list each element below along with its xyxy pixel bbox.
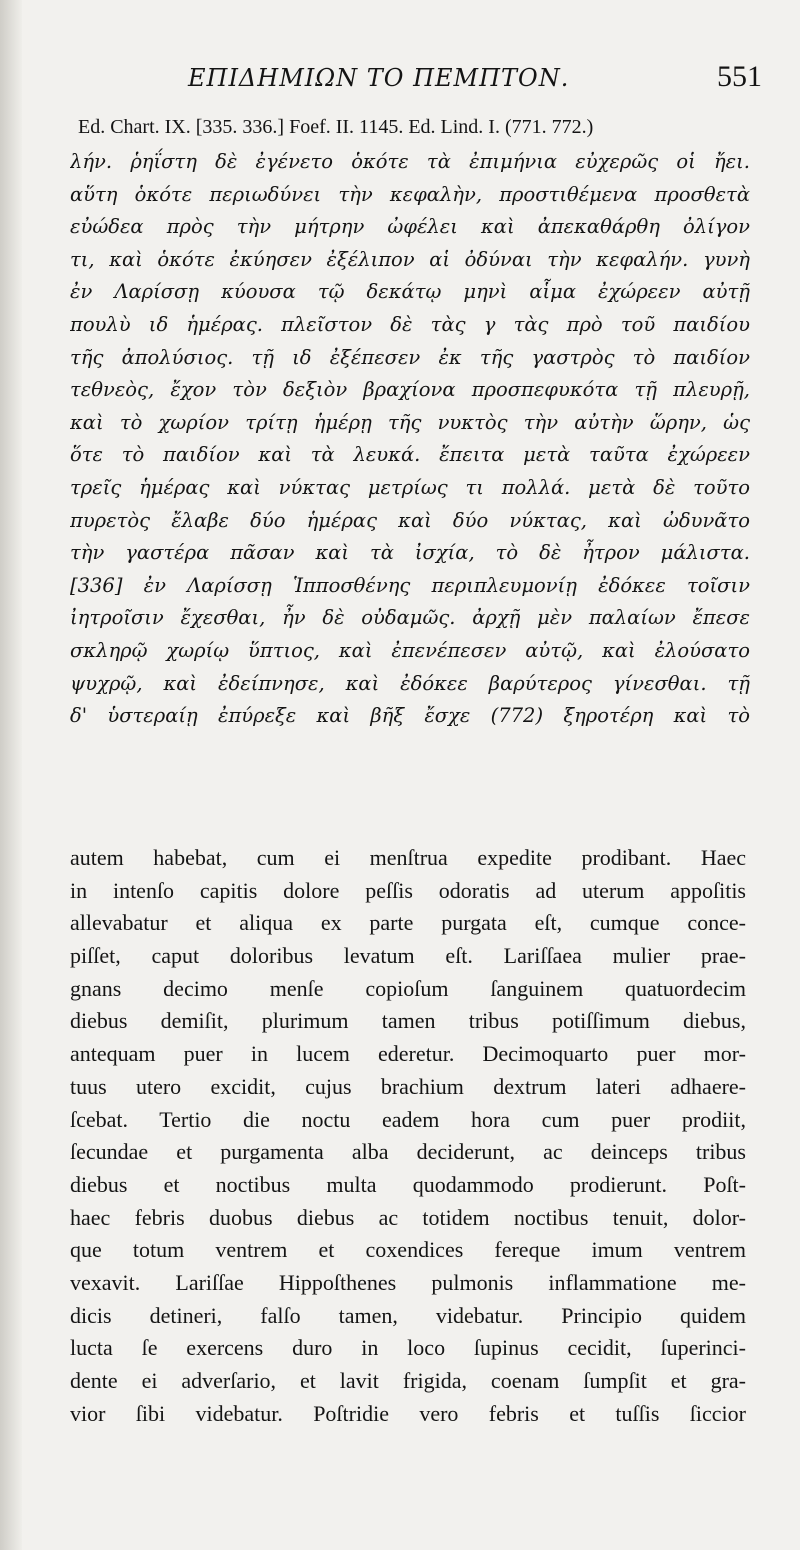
latin-translation-block xyxy=(70,842,746,1430)
greek-line: καὶ τὸ χωρίον τρίτῃ ἡμέρῃ τῆς νυκτὸς τὴν αὐτὴν ὥρην, ὡς xyxy=(70,410,750,434)
greek-line: σκληρῷ χωρίῳ ὕπτιος, καὶ ἐπενέπεσεν αὐτῷ, καὶ ἐλούσατο xyxy=(70,638,750,662)
edition-references: Ed. Chart. IX. [335. 336.] Foef. II. 1145. Ed. Lind. I. (771. 772.) xyxy=(78,116,594,138)
greek-line: τῆς ἀπολύσιος. τῇ ιδ ἐξέπεσεν ἐκ τῆς γαστρὸς τὸ παιδίον xyxy=(70,345,750,369)
greek-line: ἰητροῖσιν ἔχεσθαι, ἦν δὲ οὐδαμῶς. ἀρχῇ μὲν παλαίων ἔπεσε xyxy=(70,606,750,630)
latin-line: diebus et noctibus multa quodammodo prodierunt. Poſt- xyxy=(70,1171,746,1197)
page-gutter-shadow xyxy=(0,0,22,1550)
latin-line: que totum ventrem et coxendices fereque imum ventrem xyxy=(70,1237,746,1263)
greek-line: τὴν γαστέρα πᾶσαν καὶ τὰ ἰσχία, τὸ δὲ ἦτρον μάλιστα. xyxy=(70,541,750,565)
latin-line: autem habebat, cum ei menſtrua expedite prodibant. Haec xyxy=(70,845,746,870)
latin-line: vexavit. Lariſſae Hippoſthenes pulmonis inflammatione me- xyxy=(70,1269,746,1295)
greek-line: πυρετὸς ἔλαβε δύο ἡμέρας καὶ δύο νύκτας, καὶ ὠδυνᾶτο xyxy=(70,508,750,532)
running-title: ΕΠΙΔΗΜΙΩΝ ΤΟ ΠΕΜΠΤΟΝ. xyxy=(188,64,570,92)
page-number: 551 xyxy=(717,60,762,93)
greek-line: αὕτη ὁκότε περιωδύνει τὴν κεφαλὴν, προστιθέμενα προσθετὰ xyxy=(70,182,750,206)
latin-line: lucta ſe exercens duro in loco ſupinus cecidit, ſuperinci- xyxy=(70,1335,746,1361)
greek-line: ὅτε τὸ παιδίον καὶ τὰ λευκά. ἔπειτα μετὰ ταῦτα ἐχώρεεν xyxy=(70,443,750,467)
greek-text-block xyxy=(70,146,750,733)
greek-line: δ' ὑστεραίῃ ἐπύρεξε καὶ βῆξ ἔσχε (772) ξηροτέρη καὶ τὸ xyxy=(70,704,750,728)
greek-line: εὐώδεα πρὸς τὴν μήτρην ὠφέλει καὶ ἀπεκαθάρθη ὀλίγον xyxy=(70,215,750,239)
greek-line: ἐν Λαρίσσῃ κύουσα τῷ δεκάτῳ μηνὶ αἷμα ἐχώρεεν αὐτῇ xyxy=(70,280,750,304)
latin-line: diebus demiſit, plurimum tamen tribus potiſſimum diebus, xyxy=(70,1008,746,1034)
latin-line: tuus utero excidit, cujus brachium dextrum lateri adhaere- xyxy=(70,1073,746,1099)
greek-line: τεθνεὸς, ἔχον τὸν δεξιὸν βραχίονα προσπεφυκότα τῇ πλευρῇ, xyxy=(70,378,750,402)
latin-line: haec febris duobus diebus ac totidem noctibus tenuit, dolor- xyxy=(70,1204,746,1230)
latin-line: in intenſo capitis dolore peſſis odoratis ad uterum appoſitis xyxy=(70,877,746,903)
greek-line: τι, καὶ ὁκότε ἐκύησεν ἐξέλιπον αἱ ὀδύναι τὴν κεφαλήν. γυνὴ xyxy=(70,247,750,271)
latin-line: ſcebat. Tertio die noctu eadem hora cum puer prodiit, xyxy=(70,1106,746,1132)
latin-line: antequam puer in lucem ederetur. Decimoquarto puer mor- xyxy=(70,1041,746,1067)
greek-line: πουλὺ ιδ ἡμέρας. πλεῖστον δὲ τὰς γ τὰς πρὸ τοῦ παιδίου xyxy=(70,312,750,336)
latin-line: gnans decimo menſe copioſum ſanguinem quatuordecim xyxy=(70,975,746,1001)
page-header xyxy=(188,60,768,104)
latin-line: vior ſibi videbatur. Poſtridie vero febris et tuſſis ſiccior xyxy=(70,1400,746,1426)
greek-line: ψυχρῷ, καὶ ἐδείπνησε, καὶ ἐδόκεε βαρύτερος γίνεσθαι. τῇ xyxy=(70,671,750,695)
latin-line: dente ei adverſario, et lavit frigida, coenam ſumpſit et gra- xyxy=(70,1368,746,1393)
greek-line: [336] ἐν Λαρίσσῃ Ἱπποσθένης περιπλευμονίῃ ἐδόκεε τοῖσιν xyxy=(70,573,750,597)
latin-line: dicis detineri, falſo tamen, videbatur. Principio quidem xyxy=(70,1302,746,1328)
latin-line: allevabatur et aliqua ex parte purgata eſt, cumque conce- xyxy=(70,910,746,936)
latin-line: ſecundae et purgamenta alba deciderunt, ac deinceps tribus xyxy=(70,1139,746,1165)
latin-line: piſſet, caput doloribus levatum eſt. Lariſſaea mulier prae- xyxy=(70,943,746,969)
greek-line: λήν. ῥηΐστη δὲ ἐγένετο ὁκότε τὰ ἐπιμήνια εὐχερῶς οἱ ἤει. xyxy=(70,150,750,173)
greek-line: τρεῖς ἡμέρας καὶ νύκτας μετρίως τι πολλά. μετὰ δὲ τοῦτο xyxy=(70,475,750,499)
